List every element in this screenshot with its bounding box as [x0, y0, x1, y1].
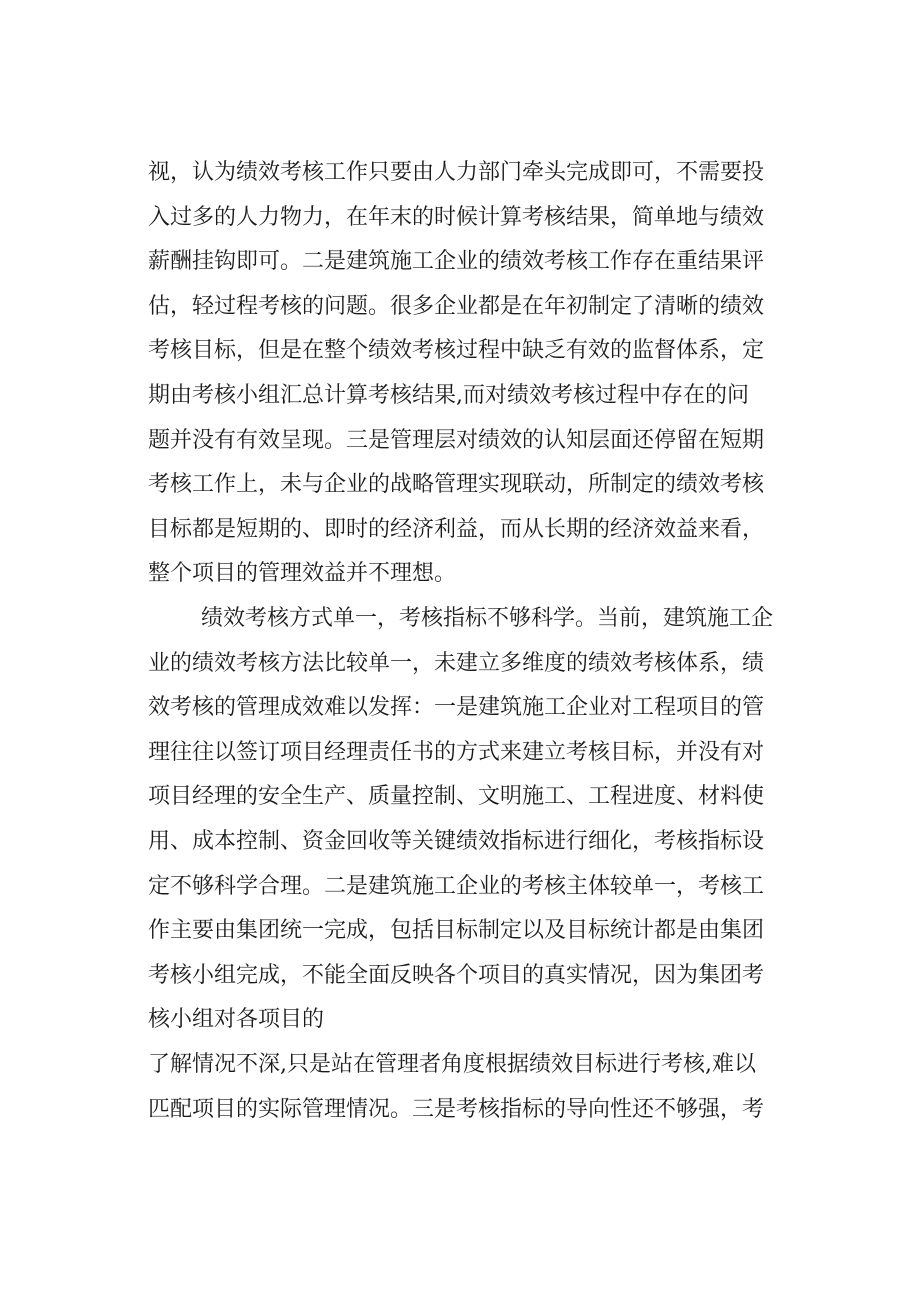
paragraph-2 — [148, 597, 800, 1043]
text-line: 目标都是短期的、即时的经济利益，而从长期的经济效益来看， — [148, 516, 765, 542]
text-line: 考核目标，但是在整个绩效考核过程中缺乏有效的监督体系，定 — [148, 338, 765, 364]
text-line: 用、成本控制、资金回收等关键绩效指标进行细化，考核指标设 — [148, 828, 765, 854]
text-line: 效考核的管理成效难以发挥：一是建筑施工企业对工程项目的管 — [148, 695, 765, 721]
text-line: 入过多的人力物力，在年末的时候计算考核结果，简单地与绩效 — [148, 204, 765, 230]
paragraph-1 — [148, 151, 800, 597]
text-line: 薪酬挂钩即可。二是建筑施工企业的绩效考核工作存在重结果评 — [148, 249, 765, 275]
text-line: 项目经理的安全生产、质量控制、文明施工、工程进度、材料使 — [148, 784, 765, 810]
text-line: 了解情况不深,只是站在管理者角度根据绩效目标进行考核,难以 — [148, 1052, 756, 1077]
text-line: 题并没有有效呈现。三是管理层对绩效的认知层面还停留在短期 — [148, 427, 765, 453]
text-line: 定不够科学合理。二是建筑施工企业的考核主体较单一，考核工 — [148, 873, 765, 899]
text-line: 匹配项目的实际管理情况。三是考核指标的导向性还不够强，考 — [148, 1096, 765, 1122]
text-line: 视，认为绩效考核工作只要由人力部门牵头完成即可，不需要投 — [148, 160, 765, 185]
text-line: 估，轻过程考核的问题。很多企业都是在年初制定了清晰的绩效 — [148, 293, 765, 319]
text-line: 考核小组完成，不能全面反映各个项目的真实情况，因为集团考 — [148, 962, 765, 988]
text-line: 期由考核小组汇总计算考核结果,而对绩效考核过程中存在的问 — [148, 382, 749, 408]
text-line: 业的绩效考核方法比较单一，未建立多维度的绩效考核体系，绩 — [148, 650, 765, 676]
text-line: 整个项目的管理效益并不理想。 — [148, 561, 457, 587]
paragraph-3 — [148, 1043, 800, 1132]
text-line: 考核工作上，未与企业的战略管理实现联动，所制定的绩效考核 — [148, 472, 765, 498]
text-line-indented: 绩效考核方式单一，考核指标不够科学。当前，建筑施工企 — [201, 606, 774, 631]
text-line: 理往往以签订项目经理责任书的方式来建立考核目标，并没有对 — [148, 739, 765, 765]
text-line: 作主要由集团统一完成，包括目标制定以及目标统计都是由集团 — [148, 918, 765, 944]
text-line: 核小组对各项目的 — [148, 1007, 325, 1033]
